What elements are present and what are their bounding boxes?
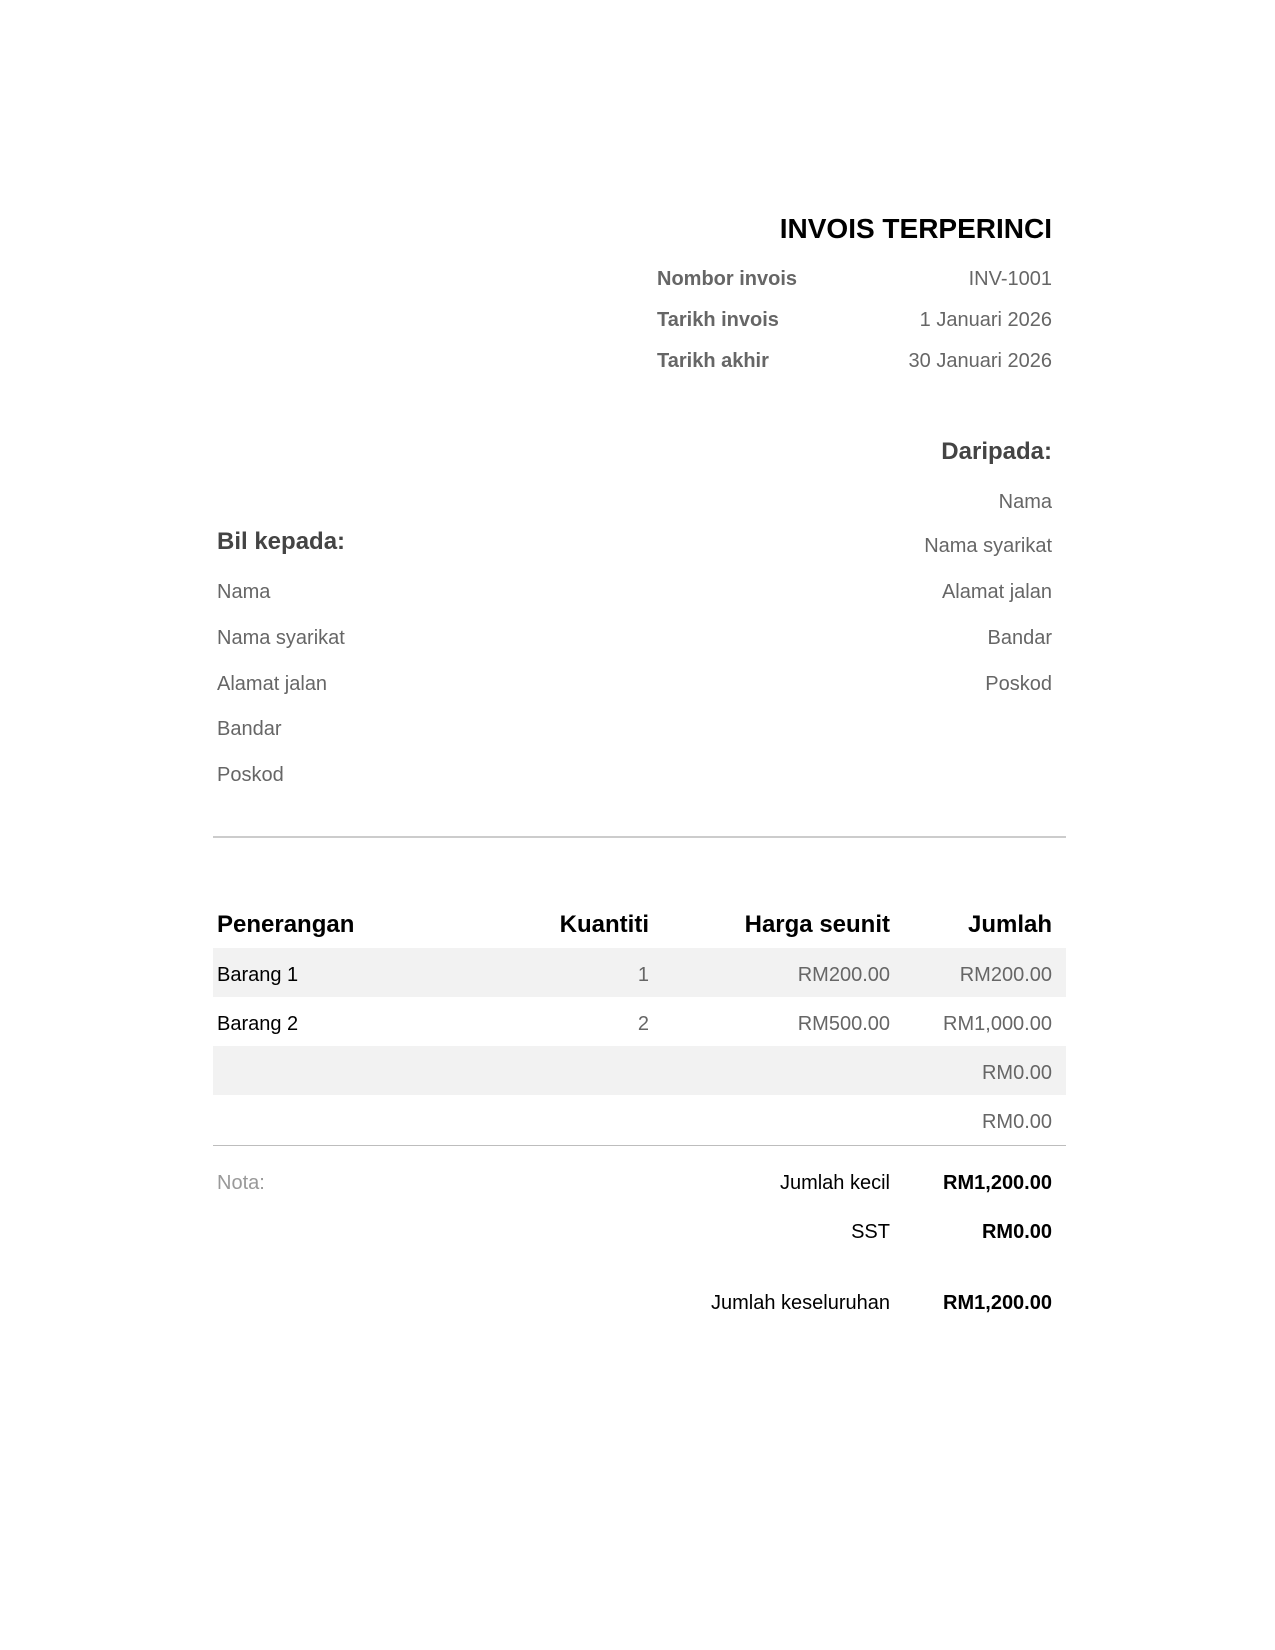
grand-total-label: Jumlah keseluruhan (711, 1292, 890, 1314)
column-header-description: Penerangan (217, 911, 355, 938)
row-amount: RM0.00 (981, 1111, 1052, 1133)
tax-value: RM0.00 (981, 1221, 1052, 1243)
table-row (213, 1095, 1066, 1144)
grand-total-value: RM1,200.00 (943, 1292, 1052, 1314)
notes-label: Nota: (217, 1172, 265, 1194)
section-divider (213, 836, 1066, 838)
invoice-number-value: INV-1001 (968, 268, 1052, 290)
tax-label: SST (851, 1221, 890, 1243)
bill-to-heading: Bil kepada: (217, 528, 346, 555)
row-quantity: 2 (637, 1013, 649, 1035)
row-description: Barang 1 (217, 964, 299, 986)
row-amount: RM0.00 (981, 1062, 1052, 1084)
row-amount: RM200.00 (959, 964, 1052, 986)
due-date-value: 30 Januari 2026 (908, 350, 1052, 372)
column-header-unit-price: Harga seunit (744, 911, 890, 938)
row-quantity: 1 (637, 964, 649, 986)
column-header-amount: Jumlah (967, 911, 1052, 938)
subtotal-value: RM1,200.00 (943, 1172, 1052, 1194)
row-unit-price: RM500.00 (797, 1013, 890, 1035)
column-header-quantity: Kuantiti (559, 911, 649, 938)
row-description: Barang 2 (217, 1013, 299, 1035)
from-postcode: Poskod (985, 673, 1052, 695)
invoice-date-value: 1 Januari 2026 (919, 309, 1052, 331)
table-row (213, 1046, 1066, 1095)
table-bottom-rule (213, 1145, 1066, 1146)
due-date-label: Tarikh akhir (657, 350, 769, 372)
bill-to-name: Nama (217, 581, 271, 603)
invoice-title: INVOIS TERPERINCI (779, 213, 1052, 244)
bill-to-street: Alamat jalan (217, 673, 328, 695)
row-amount: RM1,000.00 (943, 1013, 1052, 1035)
bill-to-postcode: Poskod (217, 764, 284, 786)
subtotal-label: Jumlah kecil (779, 1172, 890, 1194)
from-city: Bandar (987, 627, 1052, 649)
bill-to-company: Nama syarikat (217, 627, 345, 649)
invoice-number-label: Nombor invois (657, 268, 798, 290)
from-company: Nama syarikat (924, 535, 1052, 557)
from-heading: Daripada: (941, 438, 1052, 465)
row-unit-price: RM200.00 (797, 964, 890, 986)
from-street: Alamat jalan (941, 581, 1052, 603)
invoice-date-label: Tarikh invois (657, 309, 779, 331)
from-name: Nama (998, 491, 1052, 513)
bill-to-city: Bandar (217, 718, 282, 740)
